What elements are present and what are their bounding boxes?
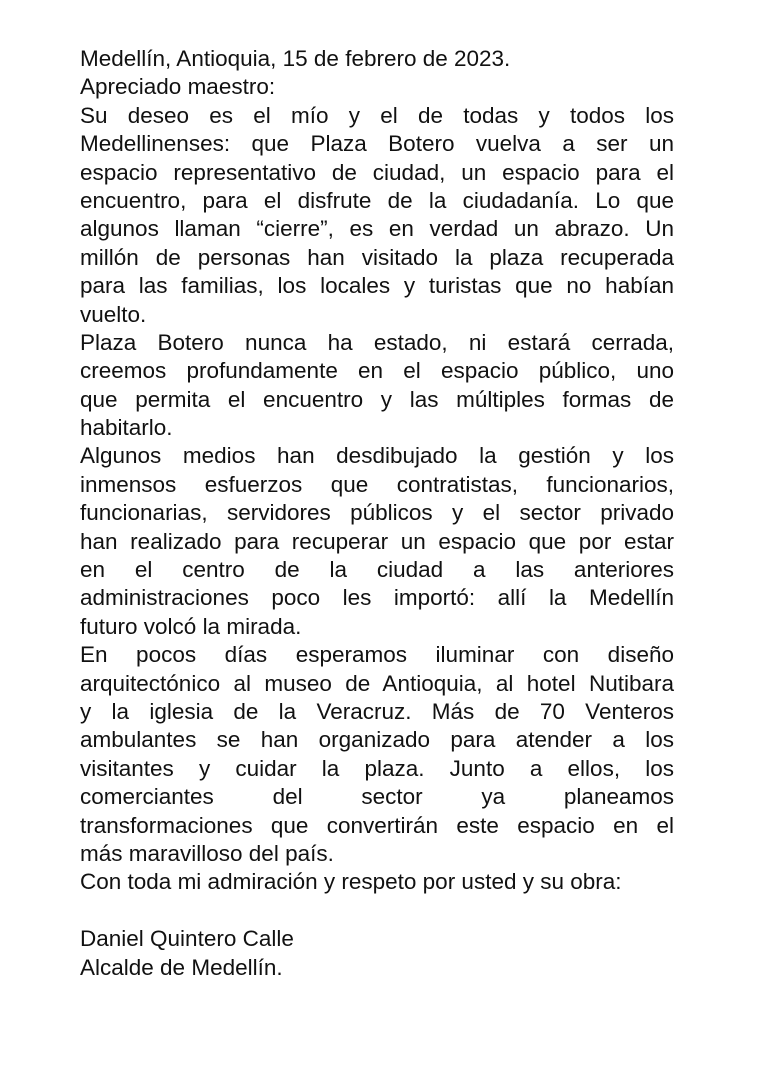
paragraph-line: y la iglesia de la Veracruz. Más de 70 Venteros <box>80 698 674 724</box>
paragraph-line: visitantes y cuidar la plaza. Junto a ellos, los <box>80 755 674 781</box>
paragraph-line: habitarlo. <box>80 415 173 441</box>
salutation: Apreciado maestro: <box>80 74 276 100</box>
paragraph-1 <box>80 102 674 329</box>
paragraph-line: en el centro de la ciudad a las anteriores <box>80 557 674 583</box>
paragraph-line: encuentro, para el disfrute de la ciudadanía. Lo que <box>80 187 674 213</box>
closing: Con toda mi admiración y respeto por usted y su obra: <box>80 869 622 895</box>
paragraph-line: transformaciones que convertirán este espacio en el <box>80 812 674 838</box>
place-date: Medellín, Antioquia, 15 de febrero de 2023. <box>80 46 511 71</box>
paragraph-line: creemos profundamente en el espacio público, uno <box>80 358 674 384</box>
paragraph-line: vuelto. <box>80 301 147 327</box>
paragraph-line: espacio representativo de ciudad, un espacio para el <box>80 159 674 185</box>
paragraph-line: Algunos medios han desdibujado la gestión y los <box>80 443 674 469</box>
spacer <box>80 897 674 925</box>
paragraph-line: arquitectónico al museo de Antioquia, al hotel Nutibara <box>80 670 674 696</box>
paragraph-line: inmensos esfuerzos que contratistas, funcionarios, <box>80 471 674 497</box>
paragraph-line: que permita el encuentro y las múltiples formas de <box>80 386 674 412</box>
paragraph-line: millón de personas han visitado la plaza recuperada <box>80 244 674 270</box>
letter <box>80 45 674 982</box>
paragraph-line: para las familias, los locales y turistas que no habían <box>80 273 674 299</box>
paragraph-3 <box>80 442 674 641</box>
paragraph-line: algunos llaman “cierre”, es en verdad un abrazo. Un <box>80 216 674 242</box>
paragraph-2 <box>80 329 674 443</box>
paragraph-line: Plaza Botero nunca ha estado, ni estará cerrada, <box>80 329 674 355</box>
paragraph-line: comerciantes del sector ya planeamos <box>80 784 674 810</box>
paragraph-line: Medellinenses: que Plaza Botero vuelva a ser un <box>80 131 674 157</box>
paragraph-line: funcionarias, servidores públicos y el sector privado <box>80 500 674 526</box>
paragraph-line: más maravilloso del país. <box>80 840 334 866</box>
signature-name: Daniel Quintero Calle <box>80 926 294 952</box>
paragraph-line: Su deseo es el mío y el de todas y todos los <box>80 102 674 128</box>
paragraph-line: futuro volcó la mirada. <box>80 613 302 639</box>
paragraph-line: En pocos días esperamos iluminar con diseño <box>80 642 674 668</box>
paragraph-line: ambulantes se han organizado para atender a los <box>80 727 674 753</box>
paragraph-line: administraciones poco les importó: allí la Medellín <box>80 585 674 611</box>
paragraph-line: han realizado para recuperar un espacio que por estar <box>80 528 674 554</box>
paragraph-4 <box>80 641 674 868</box>
signature-title: Alcalde de Medellín. <box>80 954 283 980</box>
